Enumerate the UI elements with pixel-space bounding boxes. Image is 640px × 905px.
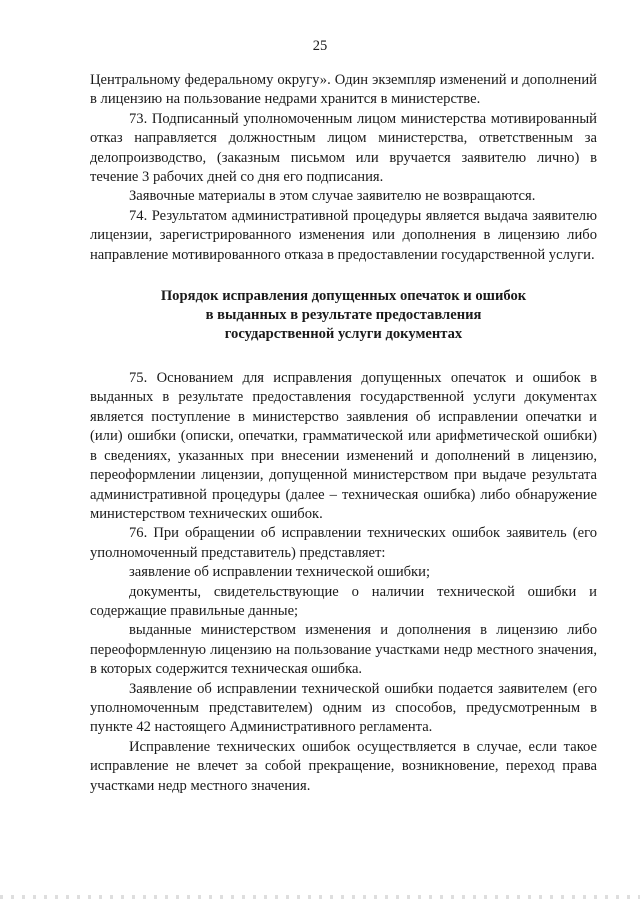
paragraph: Центральному федеральному округу». Один экземпляр изменений и дополнений в лицензию на пользование недрами хранится в министерстве.	[90, 72, 597, 108]
paragraph: 74. Результатом административной процедуры является выдача заявителю лицензии, зарегистрированного изменения или дополнения в лицензию либо направление мотивированного отказа в предоставлении государственной услуги.	[90, 207, 597, 263]
paragraph: Заявочные материалы в этом случае заявителю не возвращаются.	[129, 188, 536, 205]
section-heading-line: в выданных в результате предоставления	[205, 307, 482, 324]
section-heading-line: государственной услуги документах	[224, 326, 463, 343]
list-item: заявление об исправлении технической ошибки;	[129, 564, 431, 581]
list-item: документы, свидетельствующие о наличии технической ошибки и содержащие правильные данные;	[90, 583, 597, 619]
list-item: выданные министерством изменения и дополнения в лицензию либо переоформленную лицензию на пользование участками недр местного значения, в которых содержится техническая ошибка.	[90, 622, 597, 678]
page-number: 25	[312, 38, 328, 54]
paragraph: Заявление об исправлении технической ошибки подается заявителем (его уполномоченным представителем) одним из способов, предусмотренным в пункте 42 настоящего Административного регламента.	[90, 680, 597, 736]
scan-edge-artifact	[0, 895, 640, 899]
document-body	[90, 71, 597, 796]
section-heading	[90, 287, 597, 344]
paragraph: 73. Подписанный уполномоченным лицом министерства мотивированный отказ направляется должностным лицом министерства, ответственным за делопроизводство, (заказным письмом или вручается заявителю лично) в течение 3 рабочих дней со дня его подписания.	[90, 110, 597, 186]
paragraph: 75. Основанием для исправления допущенных опечаток и ошибок в выданных в результате предоставления государственной услуги документах является поступление в министерство заявления об исправлении опечатки и (или) ошибки (описки, опечатки, грамматической или арифметической ошибки) в сведениях, указанных при внесении изменений и дополнений в лицензию, переоформлении лицензии, допущенной министерством при выдаче результата административной процедуры (далее – техническая ошибка) либо обнаружение министерством технических ошибок.	[90, 370, 597, 522]
paragraph: Исправление технических ошибок осуществляется в случае, если такое исправление не влечет за собой прекращение, возникновение, переход права участками недр местного значения.	[90, 738, 597, 794]
section-heading-line: Порядок исправления допущенных опечаток и ошибок	[160, 288, 527, 305]
paragraph: 76. При обращении об исправлении технических ошибок заявитель (его уполномоченный представитель) представляет:	[90, 525, 597, 561]
